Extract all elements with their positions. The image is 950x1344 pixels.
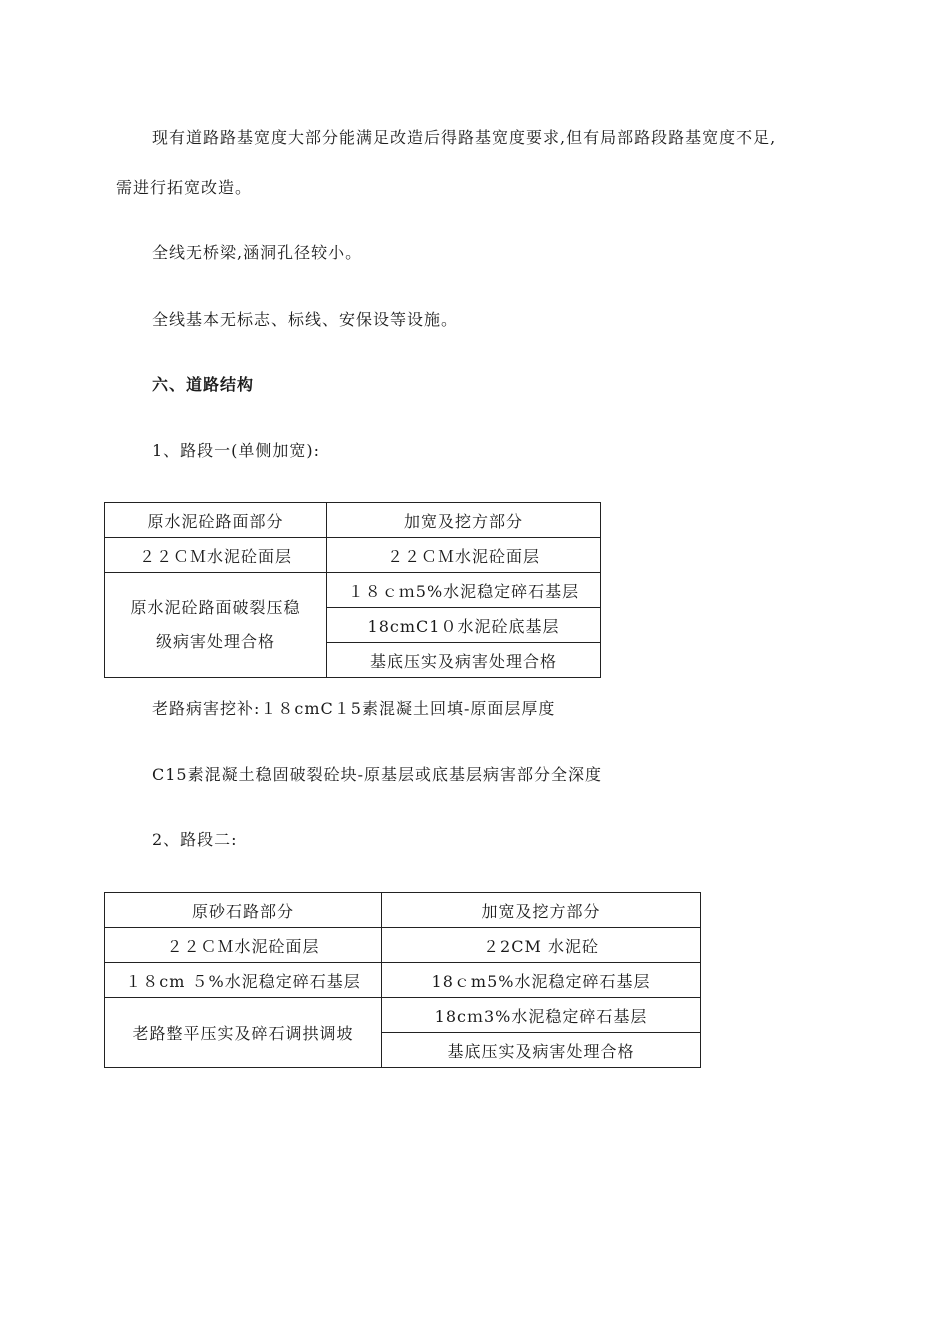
paragraph: 全线无桥梁,涵洞孔径较小。 [152, 243, 363, 262]
segment-title: 2、路段二: [152, 830, 238, 849]
merged-cell-line: 原水泥砼路面破裂压稳 [130, 598, 301, 617]
merged-cell-line: 级病害处理合格 [155, 632, 275, 651]
table-header-cell: 原水泥砼路面部分 [105, 503, 327, 538]
table-cell: 基底压实及病害处理合格 [327, 643, 601, 678]
table-row [105, 928, 701, 963]
table-cell: ２２ＣＭ水泥砼面层 [105, 538, 327, 573]
table-row [105, 573, 601, 608]
table-row [105, 963, 701, 998]
table-cell: １８ｃｍ5%水泥稳定碎石基层 [327, 573, 601, 608]
paragraph: 全线基本无标志、标线、安保设等设施。 [152, 310, 459, 329]
table-merged-cell [105, 573, 327, 678]
table-header-cell: 加宽及挖方部分 [327, 503, 601, 538]
table-cell: 18cｍ3%水泥稳定碎石基层 [382, 998, 701, 1033]
table-header-cell: 加宽及挖方部分 [382, 893, 701, 928]
section-heading: 六、道路结构 [152, 375, 255, 394]
table-row [105, 893, 701, 928]
note: C15素混凝土稳固破裂砼块-原基层或底基层病害部分全深度 [152, 765, 603, 784]
table-cell: ２2CM 水泥砼 [382, 928, 701, 963]
table-row [105, 538, 601, 573]
table-cell: ２２ＣＭ水泥砼面层 [105, 928, 382, 963]
table-cell: 18ｃm5%水泥稳定碎石基层 [382, 963, 701, 998]
paragraph-line: 现有道路路基宽度大部分能满足改造后得路基宽度要求,但有局部路段路基宽度不足, [152, 128, 777, 147]
note: 老路病害挖补:１８cmC１5素混凝土回填-原面层厚度 [152, 699, 556, 718]
table-merged-cell: 老路整平压实及碎石调拱调坡 [105, 998, 382, 1068]
table-header-cell: 原砂石路部分 [105, 893, 382, 928]
table-row [105, 503, 601, 538]
table-row [105, 998, 701, 1033]
segment-title: 1、路段一(单侧加宽): [152, 441, 321, 460]
structure-table-segment1 [104, 502, 601, 678]
table-cell: ２２ＣＭ水泥砼面层 [327, 538, 601, 573]
table-cell: 18cmC1０水泥砼底基层 [327, 608, 601, 643]
table-cell: 基底压实及病害处理合格 [382, 1033, 701, 1068]
paragraph-line: 需进行拓宽改造。 [116, 178, 253, 197]
table-cell: １８cm ５%水泥稳定碎石基层 [105, 963, 382, 998]
structure-table-segment2 [104, 892, 701, 1068]
